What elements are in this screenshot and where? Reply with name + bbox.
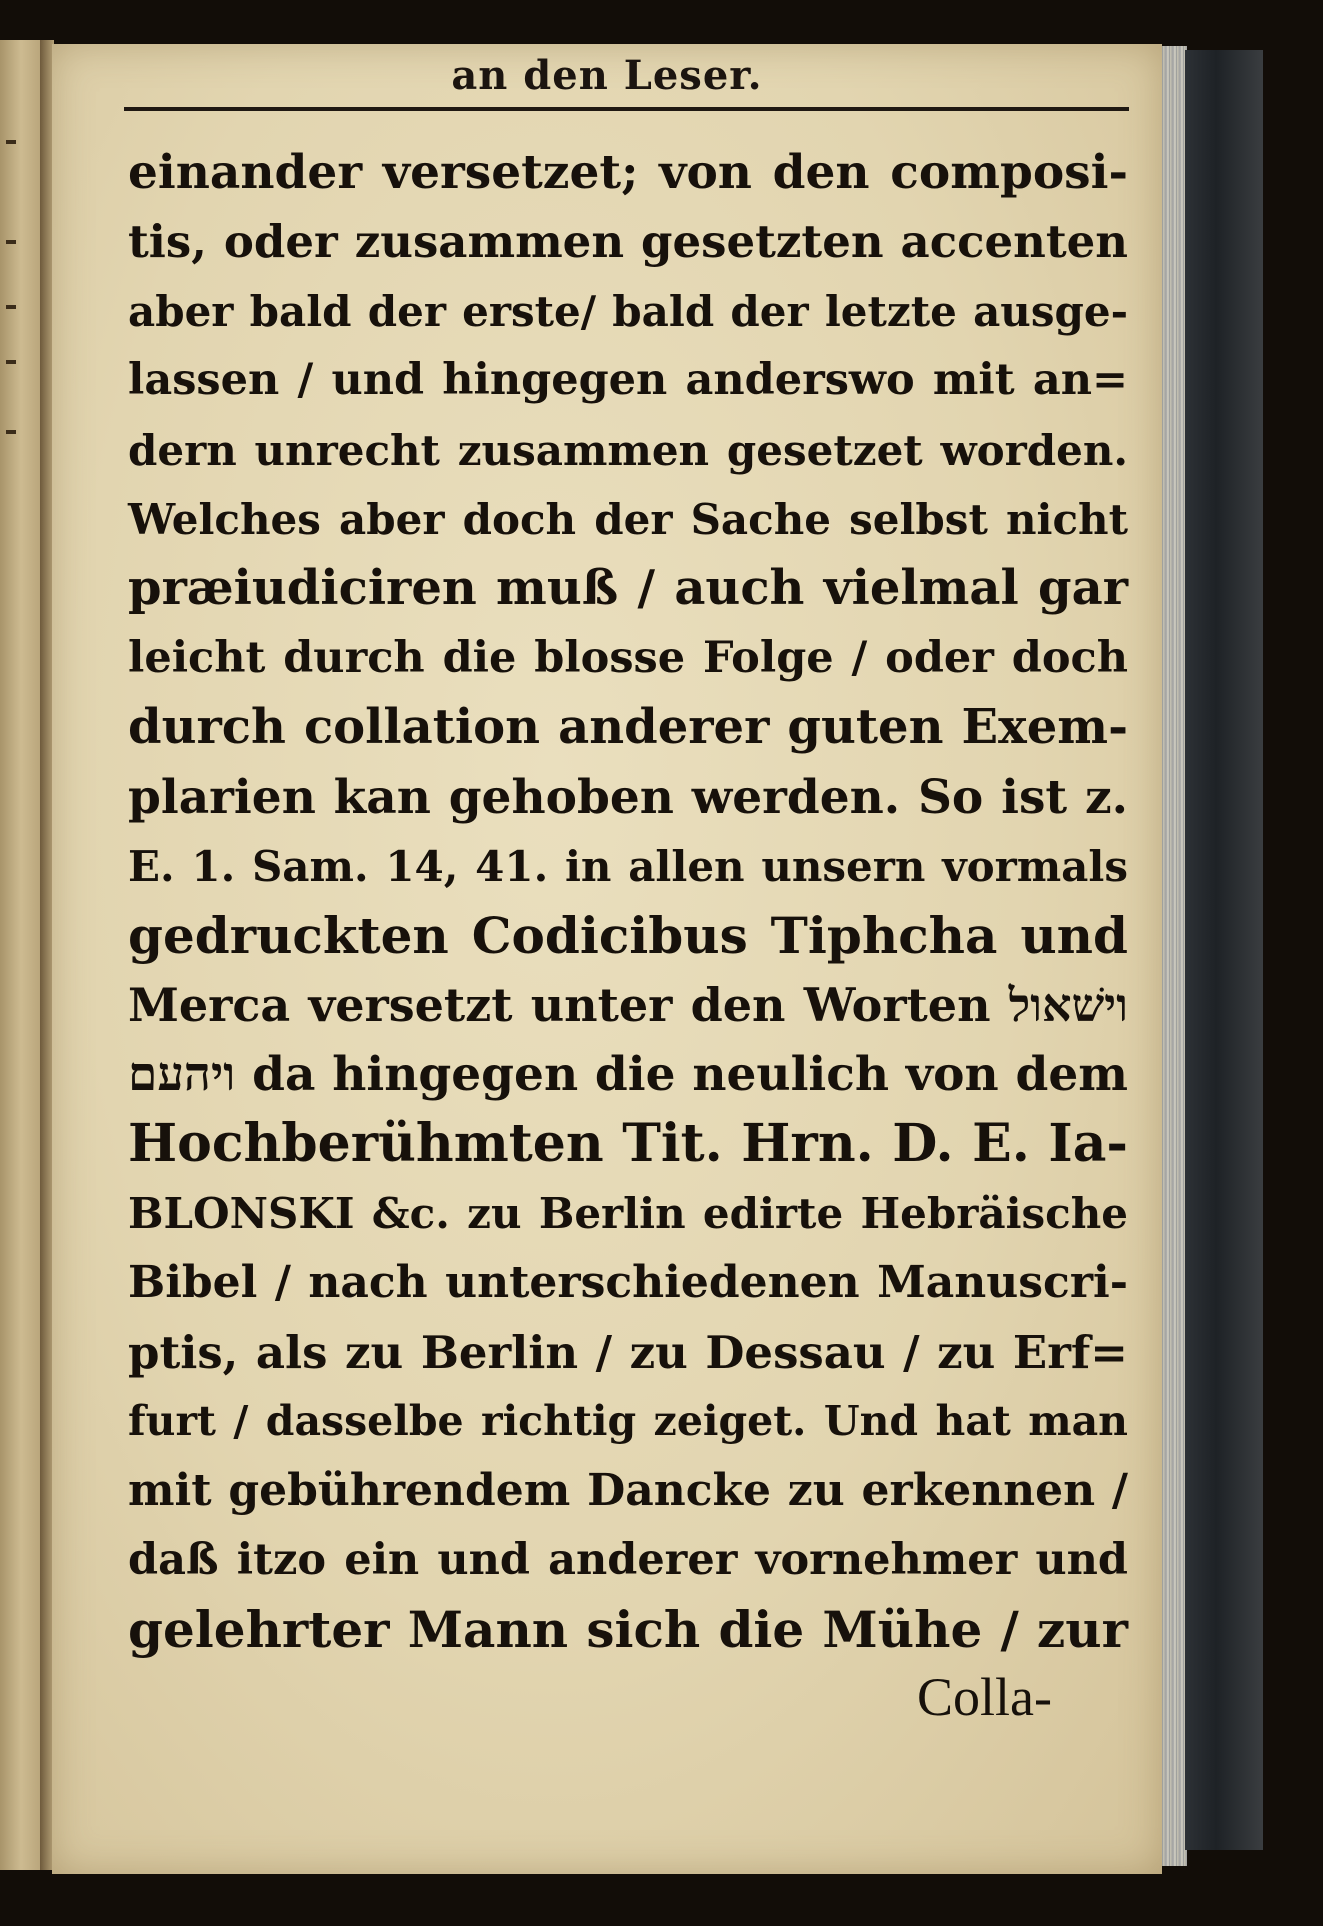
- text-line: leicht durch die blosse Folge / oder doch: [128, 632, 1128, 683]
- facing-page-edge: [0, 40, 44, 1870]
- text-line: einander versetzet; von den composi-: [128, 145, 1128, 200]
- page-body-text: [128, 138, 1128, 1665]
- text-line: ויהעם da hingegen die neulich von dem: [128, 1047, 1128, 1103]
- facing-page-mark: [6, 305, 16, 309]
- facing-page-mark: [6, 430, 16, 434]
- catchword: Colla-: [917, 1667, 1052, 1727]
- text-line: Hochberühmten Tit. Hrn. D. E. Ia-: [128, 1113, 1128, 1175]
- facing-page-mark: [6, 360, 16, 364]
- text-line: Merca versetzt unter den Worten וישׁאול: [128, 977, 1128, 1032]
- text-line: plarien kan gehoben werden. So ist z.: [128, 769, 1128, 825]
- text-line: Welches aber doch der Sache selbst nicht: [128, 494, 1128, 544]
- book-cover-edge: [1185, 50, 1263, 1850]
- text-line: præiudiciren muß / auch vielmal gar: [128, 560, 1128, 617]
- text-line: dern unrecht zusammen gesetzet worden.: [128, 425, 1128, 475]
- text-line: Bibel / nach unterschiedenen Manuscri-: [128, 1257, 1128, 1309]
- text-line: durch collation anderer guten Exem-: [128, 699, 1128, 756]
- text-line: gedruckten Codicibus Tiphcha und: [128, 906, 1128, 966]
- text-line: aber bald der erste/ bald der letzte ausge-: [128, 286, 1128, 336]
- head-rule: [124, 107, 1129, 111]
- text-line: gelehrter Mann sich die Mühe / zur: [128, 1600, 1128, 1660]
- facing-page-mark: [6, 240, 16, 244]
- text-line: E. 1. Sam. 14, 41. in allen unsern vormals: [128, 841, 1128, 891]
- text-line: daß itzo ein und anderer vornehmer und: [128, 1534, 1128, 1585]
- text-line: furt / dasselbe richtig zeiget. Und hat man: [128, 1397, 1128, 1446]
- book-page: [52, 44, 1162, 1874]
- text-line: mit gebührendem Dancke zu erkennen /: [128, 1465, 1128, 1517]
- text-line: BLONSKI &c. zu Berlin edirte Hebräische: [128, 1188, 1128, 1238]
- running-head: an den Leser.: [451, 52, 763, 99]
- facing-page-mark: [6, 140, 16, 144]
- text-line: ptis, als zu Berlin / zu Dessau / zu Erf=: [128, 1325, 1128, 1379]
- text-line: tis, oder zusammen gesetzten accenten: [128, 215, 1128, 269]
- text-line: lassen / und hingegen anderswo mit an=: [128, 355, 1128, 406]
